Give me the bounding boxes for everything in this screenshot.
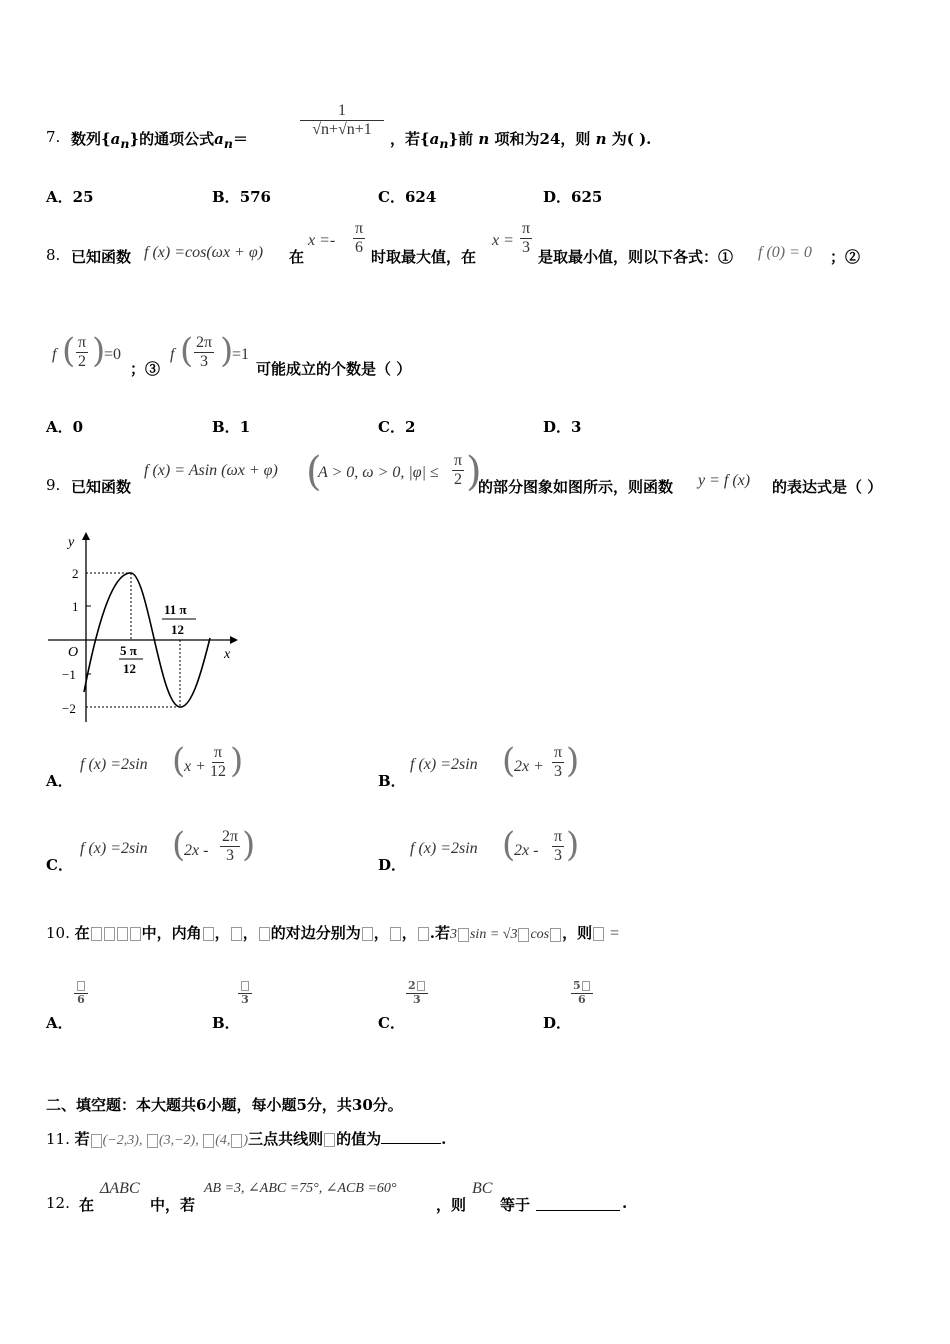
- q8-choice-b[interactable]: B．1: [212, 418, 251, 436]
- missing-glyph-icon: [231, 927, 242, 941]
- q7-choice-b[interactable]: B．576: [212, 188, 271, 206]
- q9-sine-graph: [40, 530, 250, 730]
- q10-choice-b[interactable]: 3 B．: [212, 980, 272, 1030]
- q9-choice-a[interactable]: A． f (x) =2sin ( x + $\frac{\pi}{12}$ ): [46, 741, 244, 790]
- q9-function: f (x) = Asin (ωx + φ): [144, 462, 278, 479]
- question-11-stem: 11. 若 (−2,3), (3,−2), (4, )三点共线则 的值为 .: [46, 1130, 447, 1148]
- missing-glyph-icon: [203, 1134, 214, 1148]
- y-axis-arrow: [82, 532, 90, 540]
- missing-glyph-icon: [362, 927, 373, 941]
- missing-glyph-icon: [91, 1134, 102, 1148]
- missing-glyph-icon: [91, 927, 102, 941]
- q10-choice-a[interactable]: 6 A．: [46, 980, 106, 1030]
- q10-equation: 3 sin = √3 cos: [450, 927, 562, 942]
- q7-choice-a[interactable]: A．25: [46, 188, 94, 206]
- origin-label: O: [68, 645, 79, 660]
- q8-condition-2: =0: [104, 346, 122, 363]
- missing-glyph-icon: [241, 981, 249, 991]
- missing-glyph-icon: [130, 927, 141, 941]
- missing-glyph-icon: [458, 928, 469, 942]
- missing-glyph-icon: [418, 927, 429, 941]
- missing-glyph-icon: [324, 1133, 335, 1147]
- q7-choice-d[interactable]: D．625: [543, 188, 603, 206]
- q8-choice-c[interactable]: C．2: [378, 418, 416, 436]
- missing-glyph-icon: [582, 981, 590, 991]
- q8-choice-a[interactable]: A．0: [46, 418, 84, 436]
- y-tick-2: 2: [72, 566, 79, 581]
- q8-number: 8.: [46, 246, 61, 264]
- y-axis-label: y: [68, 535, 75, 550]
- question-12-stem: 12. 在 ΔABC 中，若 AB =3, ∠ABC =75°, ∠ACB =60° ，则 BC 等于 .: [46, 1180, 628, 1214]
- y-tick-neg2: −2: [62, 701, 76, 716]
- y-tick-neg1: −1: [62, 667, 76, 682]
- q9-condition: A > 0, ω > 0, |φ| ≤: [318, 464, 439, 481]
- q10-number: 10.: [46, 924, 70, 942]
- x-label-5pi-12-num: 5 π: [120, 643, 137, 658]
- x-label-5pi-12-den: 12: [123, 661, 136, 676]
- q7-formula: $\frac{1}{√n+√n+1}$: [300, 102, 384, 140]
- q8-condition-1: f (0) = 0: [758, 244, 812, 261]
- question-9-stem: 9. 已知函数 f (x) = Asin (ωx + φ) ( A > 0, ω > 0, |φ| ≤ $\frac{\pi}{2}$ ) 的部分图象如图所示，则函数 y = f (x) 的表达式是（ ）: [46, 449, 883, 496]
- q12-number: 12.: [46, 1194, 70, 1212]
- q8-function: f (x) =cos(ωx + φ): [144, 244, 264, 261]
- q8-condition-3: =1: [232, 346, 250, 363]
- question-8-stem: 8. 已知函数 f (x) =cos(ωx + φ) 在 x =- $\frac{\pi}{6}$ 时取最大值，在 x = $\frac{\pi}{3}$ 是取最小值，则以下各式：① f (0) = 0 ；②: [46, 220, 861, 266]
- missing-glyph-icon: [417, 981, 425, 991]
- q12-condition: AB =3, ∠ABC =75°, ∠ACB =60°: [204, 1181, 397, 1196]
- q9-choice-d[interactable]: D． f (x) =2sin ( 2x - $\frac{\pi}{3}$ ): [378, 825, 580, 874]
- q12-answer-blank[interactable]: [536, 1194, 620, 1211]
- missing-glyph-icon: [117, 927, 128, 941]
- q11-answer-blank[interactable]: [381, 1143, 441, 1144]
- missing-glyph-icon: [518, 928, 529, 942]
- q9-number: 9.: [46, 476, 61, 494]
- q7-choice-c[interactable]: C．624: [378, 188, 437, 206]
- missing-glyph-icon: [104, 927, 115, 941]
- x-axis-arrow: [230, 636, 238, 644]
- q10-choice-c[interactable]: $\frac{2}{3}$ C．: [378, 980, 438, 1030]
- missing-glyph-icon: [231, 1134, 242, 1148]
- section-2-heading: 二、填空题：本大题共6小题，每小题5分，共30分。: [46, 1096, 403, 1114]
- missing-glyph-icon: [390, 927, 401, 941]
- missing-glyph-icon: [259, 927, 270, 941]
- q8-choice-d[interactable]: D．3: [543, 418, 582, 436]
- x-axis-label: x: [224, 647, 231, 662]
- missing-glyph-icon: [147, 1134, 158, 1148]
- question-10-stem: 10. 在 中，内角 ， ， 的对边分别为 ， ， .若3 sin = √3 cos ，则 =: [46, 924, 619, 942]
- q7-number: 7.: [46, 128, 61, 146]
- missing-glyph-icon: [77, 981, 85, 991]
- missing-glyph-icon: [593, 927, 604, 941]
- q11-number: 11.: [46, 1130, 70, 1148]
- x-label-11pi-12-num: 11 π: [164, 602, 187, 617]
- missing-glyph-icon: [550, 928, 561, 942]
- q9-choice-b[interactable]: B． f (x) =2sin ( 2x + $\frac{\pi}{3}$ ): [378, 741, 580, 790]
- q10-choice-d[interactable]: $\frac{5}{6}$ D．: [543, 980, 603, 1030]
- y-tick-1: 1: [72, 599, 79, 614]
- q11-points: (−2,3), (3,−2), (4, ): [90, 1133, 248, 1148]
- q9-choice-c[interactable]: C． f (x) =2sin ( 2x - $\frac{2\pi}{3}$ ): [46, 825, 256, 874]
- question-8-stem-cont: f ( $\frac{\pi}{2}$ ) =0 ；③ f ( $\frac{2\pi}{3}$ ) =1 可能成立的个数是（ ）: [52, 331, 412, 378]
- x-label-11pi-12-den: 12: [171, 622, 184, 637]
- missing-glyph-icon: [203, 927, 214, 941]
